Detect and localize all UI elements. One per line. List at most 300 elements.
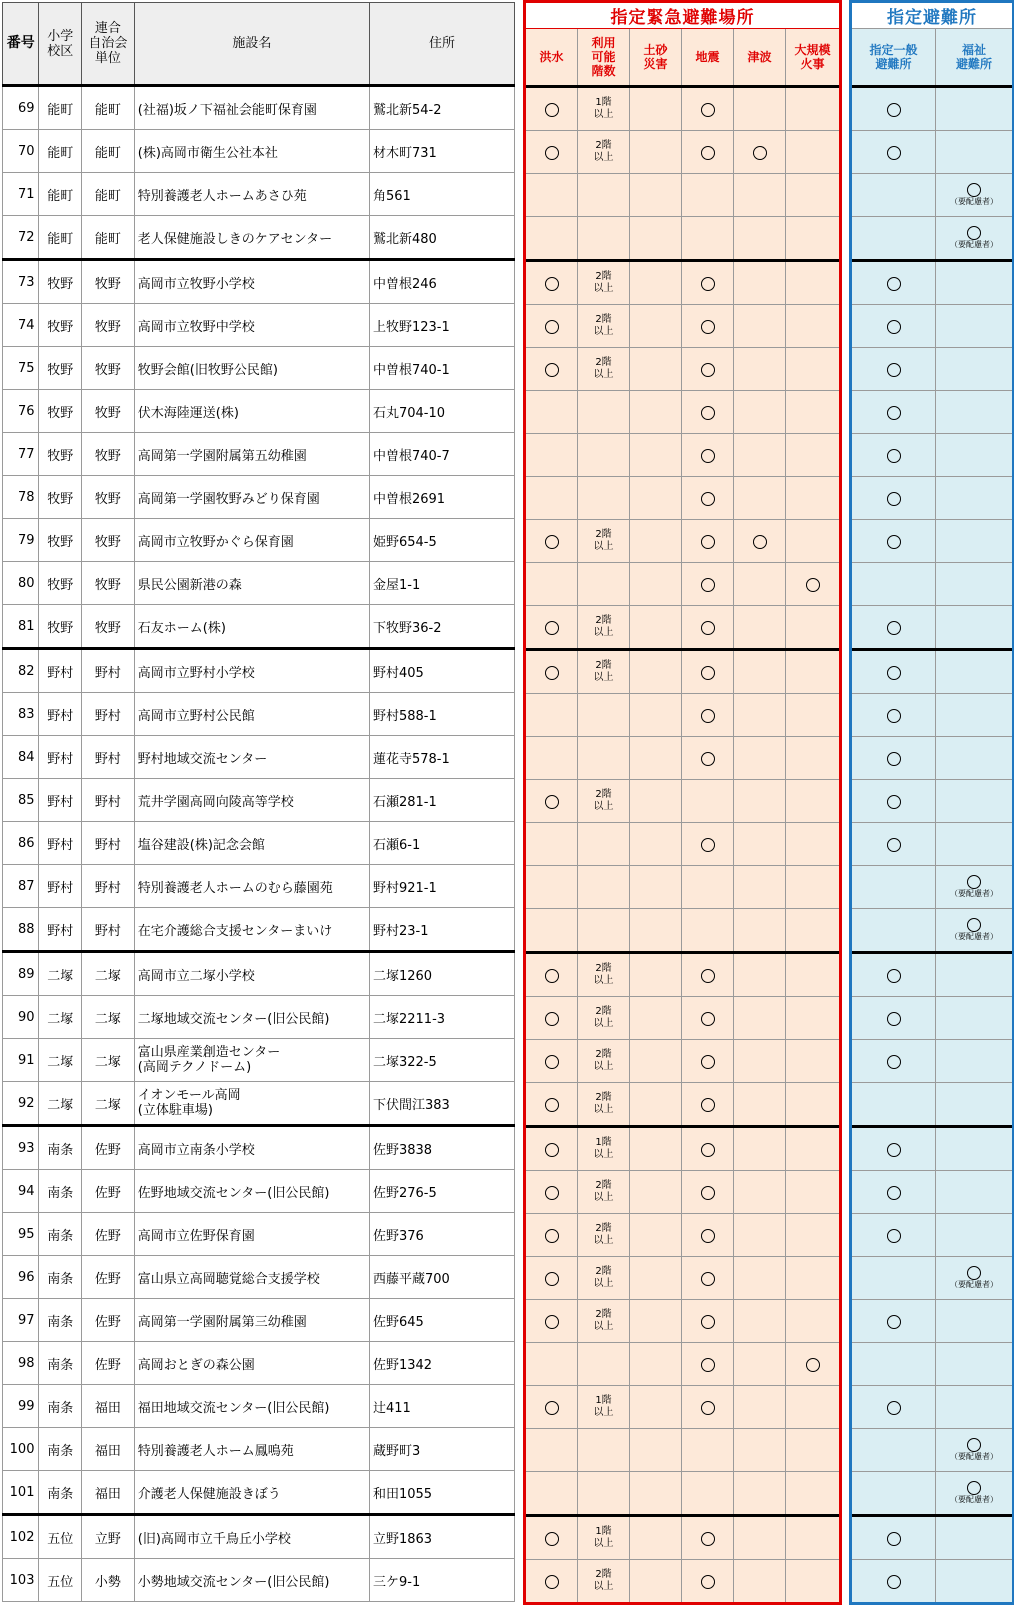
address: 蓮花寺578-1 bbox=[369, 736, 514, 779]
large-fire-cell bbox=[786, 1257, 840, 1300]
usable-floors-text: 2階 以上 bbox=[593, 1092, 614, 1115]
emergency-row bbox=[526, 391, 840, 434]
circle-mark-icon bbox=[887, 666, 901, 680]
facility-name: 高岡おとぎの森公園 bbox=[134, 1342, 369, 1385]
flood-cell bbox=[526, 217, 578, 261]
col-large-fire: 大規模 火事 bbox=[786, 29, 840, 87]
school-district: 能町 bbox=[39, 216, 82, 260]
circle-mark-icon bbox=[887, 969, 901, 983]
circle-mark-icon bbox=[701, 1575, 715, 1589]
table-row bbox=[3, 1256, 515, 1299]
welfare-shelter-cell bbox=[936, 520, 1013, 563]
facility-name: 伏木海陸運送(株) bbox=[134, 390, 369, 433]
tsunami-cell bbox=[734, 434, 786, 477]
welfare-shelter-cell bbox=[936, 391, 1013, 434]
header-school-district: 小学 校区 bbox=[39, 3, 82, 86]
flood-cell bbox=[526, 305, 578, 348]
association-unit: 福田 bbox=[82, 1471, 135, 1515]
welfare-shelter-cell bbox=[936, 1083, 1013, 1127]
general-shelter-cell bbox=[852, 823, 936, 866]
circle-mark-icon bbox=[887, 838, 901, 852]
address: 二塚322-5 bbox=[369, 1039, 514, 1082]
association-unit: 牧野 bbox=[82, 562, 135, 605]
row-number: 99 bbox=[3, 1385, 39, 1428]
earthquake-cell bbox=[682, 909, 734, 953]
address: 野村405 bbox=[369, 649, 514, 693]
general-shelter-cell bbox=[852, 953, 936, 997]
circle-mark-icon bbox=[545, 363, 559, 377]
association-unit: 牧野 bbox=[82, 260, 135, 304]
address: 角561 bbox=[369, 173, 514, 216]
welfare-shelter-cell bbox=[936, 131, 1013, 174]
landslide-cell bbox=[630, 1343, 682, 1386]
floors-cell bbox=[578, 391, 630, 434]
large-fire-cell bbox=[786, 305, 840, 348]
facility-name: 富山県産業創造センター (高岡テクノドーム) bbox=[134, 1039, 369, 1082]
table-row bbox=[3, 908, 515, 952]
large-fire-cell bbox=[786, 1386, 840, 1429]
flood-cell bbox=[526, 131, 578, 174]
welfare-mark bbox=[950, 1481, 998, 1505]
emergency-row bbox=[526, 434, 840, 477]
school-district: 南条 bbox=[39, 1256, 82, 1299]
row-number: 88 bbox=[3, 908, 39, 952]
facility-name: 二塚地域交流センター(旧公民館) bbox=[134, 996, 369, 1039]
floors-cell bbox=[578, 1386, 630, 1429]
circle-mark-icon bbox=[545, 795, 559, 809]
school-district: 南条 bbox=[39, 1213, 82, 1256]
general-shelter-cell bbox=[852, 1429, 936, 1472]
table-row bbox=[3, 260, 515, 304]
general-shelter-cell bbox=[852, 131, 936, 174]
usable-floors-text: 2階 以上 bbox=[593, 1266, 614, 1289]
tsunami-cell bbox=[734, 1083, 786, 1127]
general-shelter-cell bbox=[852, 909, 936, 953]
floors-cell bbox=[578, 866, 630, 909]
circle-mark-icon bbox=[887, 1186, 901, 1200]
usable-floors-text: 2階 以上 bbox=[593, 140, 614, 163]
floors-cell bbox=[578, 174, 630, 217]
flood-cell bbox=[526, 348, 578, 391]
tsunami-cell bbox=[734, 348, 786, 391]
association-unit: 二塚 bbox=[82, 952, 135, 996]
welfare-shelter-cell bbox=[936, 348, 1013, 391]
tsunami-cell bbox=[734, 737, 786, 780]
earthquake-cell bbox=[682, 823, 734, 866]
facility-name: (社福)坂ノ下福祉会能町保育園 bbox=[134, 86, 369, 130]
flood-cell bbox=[526, 694, 578, 737]
floors-cell bbox=[578, 477, 630, 520]
row-number: 92 bbox=[3, 1082, 39, 1126]
facility-name: 特別養護老人ホーム鳳鳴苑 bbox=[134, 1428, 369, 1471]
designated-row bbox=[852, 1257, 1013, 1300]
circle-mark-icon bbox=[701, 1098, 715, 1112]
address: 野村588-1 bbox=[369, 693, 514, 736]
large-fire-cell bbox=[786, 1127, 840, 1171]
circle-mark-icon bbox=[887, 363, 901, 377]
welfare-shelter-cell bbox=[936, 1472, 1013, 1516]
earthquake-cell bbox=[682, 1343, 734, 1386]
floors-cell bbox=[578, 1257, 630, 1300]
row-number: 86 bbox=[3, 822, 39, 865]
circle-mark-icon bbox=[701, 492, 715, 506]
circle-mark-icon bbox=[887, 1055, 901, 1069]
earthquake-cell bbox=[682, 780, 734, 823]
emergency-row bbox=[526, 737, 840, 780]
large-fire-cell bbox=[786, 909, 840, 953]
emergency-row bbox=[526, 780, 840, 823]
table-row bbox=[3, 865, 515, 908]
circle-mark-icon bbox=[545, 1229, 559, 1243]
school-district: 南条 bbox=[39, 1126, 82, 1170]
school-district: 二塚 bbox=[39, 996, 82, 1039]
table-row bbox=[3, 86, 515, 130]
usable-floors-text: 2階 以上 bbox=[593, 1180, 614, 1203]
landslide-cell bbox=[630, 650, 682, 694]
general-shelter-cell bbox=[852, 217, 936, 261]
designated-row bbox=[852, 348, 1013, 391]
association-unit: 佐野 bbox=[82, 1299, 135, 1342]
tsunami-cell bbox=[734, 953, 786, 997]
usable-floors-text: 2階 以上 bbox=[593, 271, 614, 294]
earthquake-cell bbox=[682, 1472, 734, 1516]
emergency-row bbox=[526, 477, 840, 520]
landslide-cell bbox=[630, 261, 682, 305]
large-fire-cell bbox=[786, 348, 840, 391]
flood-cell bbox=[526, 87, 578, 131]
usable-floors-text: 2階 以上 bbox=[593, 1049, 614, 1072]
association-unit: 能町 bbox=[82, 130, 135, 173]
circle-mark-icon bbox=[701, 666, 715, 680]
earthquake-cell bbox=[682, 866, 734, 909]
row-number: 69 bbox=[3, 86, 39, 130]
flood-cell bbox=[526, 1214, 578, 1257]
facility-name: 高岡市立牧野中学校 bbox=[134, 304, 369, 347]
school-district: 南条 bbox=[39, 1385, 82, 1428]
table-row bbox=[3, 1385, 515, 1428]
circle-mark-icon bbox=[701, 1186, 715, 1200]
facility-name: 石友ホーム(株) bbox=[134, 605, 369, 649]
landslide-cell bbox=[630, 823, 682, 866]
circle-mark-icon bbox=[545, 146, 559, 160]
large-fire-cell bbox=[786, 434, 840, 477]
care-needed-label: （要配慮者） bbox=[950, 196, 998, 206]
floors-cell bbox=[578, 87, 630, 131]
emergency-row bbox=[526, 520, 840, 563]
emergency-row bbox=[526, 694, 840, 737]
general-shelter-cell bbox=[852, 563, 936, 606]
circle-mark-icon bbox=[701, 449, 715, 463]
circle-mark-icon bbox=[545, 1272, 559, 1286]
large-fire-cell bbox=[786, 737, 840, 780]
emergency-row bbox=[526, 1560, 840, 1603]
earthquake-cell bbox=[682, 1127, 734, 1171]
address: 佐野276-5 bbox=[369, 1170, 514, 1213]
emergency-row bbox=[526, 1171, 840, 1214]
table-row bbox=[3, 1515, 515, 1559]
designated-row bbox=[852, 1472, 1013, 1516]
col-earthquake: 地震 bbox=[682, 29, 734, 87]
circle-mark-icon bbox=[806, 1358, 820, 1372]
floors-cell bbox=[578, 694, 630, 737]
emergency-row bbox=[526, 606, 840, 650]
large-fire-cell bbox=[786, 1214, 840, 1257]
association-unit: 二塚 bbox=[82, 1082, 135, 1126]
earthquake-cell bbox=[682, 261, 734, 305]
care-needed-label: （要配慮者） bbox=[950, 1279, 998, 1289]
welfare-shelter-cell bbox=[936, 909, 1013, 953]
association-unit: 野村 bbox=[82, 865, 135, 908]
welfare-shelter-cell bbox=[936, 1127, 1013, 1171]
tsunami-cell bbox=[734, 780, 786, 823]
landslide-cell bbox=[630, 348, 682, 391]
tsunami-cell bbox=[734, 1386, 786, 1429]
table-row bbox=[3, 649, 515, 693]
row-number: 72 bbox=[3, 216, 39, 260]
table-row bbox=[3, 822, 515, 865]
flood-cell bbox=[526, 434, 578, 477]
school-district: 能町 bbox=[39, 130, 82, 173]
earthquake-cell bbox=[682, 174, 734, 217]
large-fire-cell bbox=[786, 391, 840, 434]
earthquake-cell bbox=[682, 434, 734, 477]
address: 中曽根246 bbox=[369, 260, 514, 304]
table-row bbox=[3, 1082, 515, 1126]
circle-mark-icon bbox=[887, 1229, 901, 1243]
large-fire-cell bbox=[786, 174, 840, 217]
circle-mark-icon bbox=[967, 183, 981, 197]
large-fire-cell bbox=[786, 1300, 840, 1343]
general-shelter-cell bbox=[852, 997, 936, 1040]
landslide-cell bbox=[630, 1040, 682, 1083]
designated-row bbox=[852, 434, 1013, 477]
general-shelter-cell bbox=[852, 391, 936, 434]
table-row bbox=[3, 1170, 515, 1213]
designated-row bbox=[852, 261, 1013, 305]
circle-mark-icon bbox=[887, 535, 901, 549]
welfare-shelter-cell bbox=[936, 1300, 1013, 1343]
floors-cell bbox=[578, 348, 630, 391]
table-row bbox=[3, 779, 515, 822]
address: 三ケ9-1 bbox=[369, 1559, 514, 1602]
school-district: 野村 bbox=[39, 779, 82, 822]
table-row bbox=[3, 130, 515, 173]
floors-cell bbox=[578, 1083, 630, 1127]
table-row bbox=[3, 347, 515, 390]
floors-cell bbox=[578, 305, 630, 348]
landslide-cell bbox=[630, 606, 682, 650]
circle-mark-icon bbox=[701, 969, 715, 983]
welfare-mark bbox=[950, 1438, 998, 1462]
landslide-cell bbox=[630, 953, 682, 997]
emergency-row bbox=[526, 131, 840, 174]
general-shelter-cell bbox=[852, 866, 936, 909]
tsunami-cell bbox=[734, 477, 786, 520]
large-fire-cell bbox=[786, 1516, 840, 1560]
tsunami-cell bbox=[734, 1343, 786, 1386]
table-row bbox=[3, 562, 515, 605]
association-unit: 野村 bbox=[82, 779, 135, 822]
facility-name: 特別養護老人ホームのむら藤園苑 bbox=[134, 865, 369, 908]
table-row bbox=[3, 1471, 515, 1515]
header-facility-name: 施設名 bbox=[134, 3, 369, 86]
usable-floors-text: 2階 以上 bbox=[593, 1309, 614, 1332]
designated-row bbox=[852, 866, 1013, 909]
welfare-mark bbox=[950, 183, 998, 207]
landslide-cell bbox=[630, 1300, 682, 1343]
welfare-shelter-cell bbox=[936, 1429, 1013, 1472]
school-district: 牧野 bbox=[39, 260, 82, 304]
floors-cell bbox=[578, 1127, 630, 1171]
row-number: 96 bbox=[3, 1256, 39, 1299]
floors-cell bbox=[578, 606, 630, 650]
address: 中曽根2691 bbox=[369, 476, 514, 519]
circle-mark-icon bbox=[967, 1266, 981, 1280]
school-district: 野村 bbox=[39, 865, 82, 908]
large-fire-cell bbox=[786, 823, 840, 866]
facility-name: 牧野会館(旧牧野公民館) bbox=[134, 347, 369, 390]
welfare-shelter-cell bbox=[936, 1257, 1013, 1300]
circle-mark-icon bbox=[887, 146, 901, 160]
circle-mark-icon bbox=[887, 320, 901, 334]
address: 石丸704-10 bbox=[369, 390, 514, 433]
address: 二塚1260 bbox=[369, 952, 514, 996]
association-unit: 二塚 bbox=[82, 1039, 135, 1082]
tsunami-cell bbox=[734, 174, 786, 217]
circle-mark-icon bbox=[545, 666, 559, 680]
circle-mark-icon bbox=[701, 535, 715, 549]
emergency-row bbox=[526, 1472, 840, 1516]
facility-name: 介護老人保健施設きぼう bbox=[134, 1471, 369, 1515]
earthquake-cell bbox=[682, 131, 734, 174]
earthquake-cell bbox=[682, 348, 734, 391]
flood-cell bbox=[526, 1343, 578, 1386]
school-district: 野村 bbox=[39, 693, 82, 736]
general-shelter-cell bbox=[852, 1171, 936, 1214]
circle-mark-icon bbox=[887, 103, 901, 117]
designated-row bbox=[852, 1083, 1013, 1127]
address: 石瀬6-1 bbox=[369, 822, 514, 865]
table-row bbox=[3, 1559, 515, 1602]
large-fire-cell bbox=[786, 1171, 840, 1214]
row-number: 98 bbox=[3, 1342, 39, 1385]
facility-info-table bbox=[2, 2, 515, 1602]
floors-cell bbox=[578, 1300, 630, 1343]
tsunami-cell bbox=[734, 1560, 786, 1603]
facility-name: 野村地域交流センター bbox=[134, 736, 369, 779]
table-row bbox=[3, 605, 515, 649]
flood-cell bbox=[526, 1083, 578, 1127]
address: 立野1863 bbox=[369, 1515, 514, 1559]
flood-cell bbox=[526, 1472, 578, 1516]
tsunami-cell bbox=[734, 391, 786, 434]
landslide-cell bbox=[630, 1127, 682, 1171]
general-shelter-cell bbox=[852, 1516, 936, 1560]
facility-name: 高岡第一学園牧野みどり保育園 bbox=[134, 476, 369, 519]
facility-name: 佐野地域交流センター(旧公民館) bbox=[134, 1170, 369, 1213]
school-district: 牧野 bbox=[39, 347, 82, 390]
earthquake-cell bbox=[682, 1300, 734, 1343]
association-unit: 佐野 bbox=[82, 1213, 135, 1256]
circle-mark-icon bbox=[701, 621, 715, 635]
emergency-row bbox=[526, 348, 840, 391]
emergency-row bbox=[526, 1516, 840, 1560]
table-row bbox=[3, 173, 515, 216]
address: 蔵野町3 bbox=[369, 1428, 514, 1471]
general-shelter-cell bbox=[852, 477, 936, 520]
flood-cell bbox=[526, 650, 578, 694]
circle-mark-icon bbox=[545, 320, 559, 334]
school-district: 南条 bbox=[39, 1342, 82, 1385]
school-district: 二塚 bbox=[39, 1082, 82, 1126]
association-unit: 野村 bbox=[82, 908, 135, 952]
large-fire-cell bbox=[786, 1040, 840, 1083]
tsunami-cell bbox=[734, 606, 786, 650]
earthquake-cell bbox=[682, 87, 734, 131]
address: 金屋1-1 bbox=[369, 562, 514, 605]
floors-cell bbox=[578, 261, 630, 305]
care-needed-label: （要配慮者） bbox=[950, 1451, 998, 1461]
circle-mark-icon bbox=[887, 492, 901, 506]
designated-shelter-table bbox=[851, 2, 1013, 1603]
row-number: 87 bbox=[3, 865, 39, 908]
facility-name: 県民公園新港の森 bbox=[134, 562, 369, 605]
landslide-cell bbox=[630, 1257, 682, 1300]
school-district: 二塚 bbox=[39, 1039, 82, 1082]
tsunami-cell bbox=[734, 1429, 786, 1472]
association-unit: 福田 bbox=[82, 1428, 135, 1471]
circle-mark-icon bbox=[545, 1401, 559, 1415]
welfare-shelter-cell bbox=[936, 650, 1013, 694]
circle-mark-icon bbox=[887, 406, 901, 420]
row-number: 82 bbox=[3, 649, 39, 693]
flood-cell bbox=[526, 737, 578, 780]
landslide-cell bbox=[630, 1472, 682, 1516]
school-district: 牧野 bbox=[39, 605, 82, 649]
floors-cell bbox=[578, 823, 630, 866]
emergency-row bbox=[526, 305, 840, 348]
landslide-cell bbox=[630, 737, 682, 780]
circle-mark-icon bbox=[701, 1401, 715, 1415]
tsunami-cell bbox=[734, 1127, 786, 1171]
school-district: 牧野 bbox=[39, 390, 82, 433]
earthquake-cell bbox=[682, 694, 734, 737]
facility-name: (旧)高岡市立千鳥丘小学校 bbox=[134, 1515, 369, 1559]
emergency-subheader-row bbox=[526, 29, 840, 87]
row-number: 95 bbox=[3, 1213, 39, 1256]
large-fire-cell bbox=[786, 997, 840, 1040]
flood-cell bbox=[526, 780, 578, 823]
designated-row bbox=[852, 217, 1013, 261]
designated-row bbox=[852, 1214, 1013, 1257]
general-shelter-cell bbox=[852, 1472, 936, 1516]
welfare-shelter-cell bbox=[936, 997, 1013, 1040]
flood-cell bbox=[526, 174, 578, 217]
welfare-mark bbox=[950, 226, 998, 250]
usable-floors-text: 2階 以上 bbox=[593, 1569, 614, 1592]
left-header-row bbox=[3, 3, 515, 86]
association-unit: 野村 bbox=[82, 693, 135, 736]
tsunami-cell bbox=[734, 261, 786, 305]
emergency-row bbox=[526, 174, 840, 217]
floors-cell bbox=[578, 650, 630, 694]
flood-cell bbox=[526, 909, 578, 953]
school-district: 牧野 bbox=[39, 433, 82, 476]
row-number: 90 bbox=[3, 996, 39, 1039]
large-fire-cell bbox=[786, 953, 840, 997]
association-unit: 野村 bbox=[82, 736, 135, 779]
circle-mark-icon bbox=[701, 838, 715, 852]
